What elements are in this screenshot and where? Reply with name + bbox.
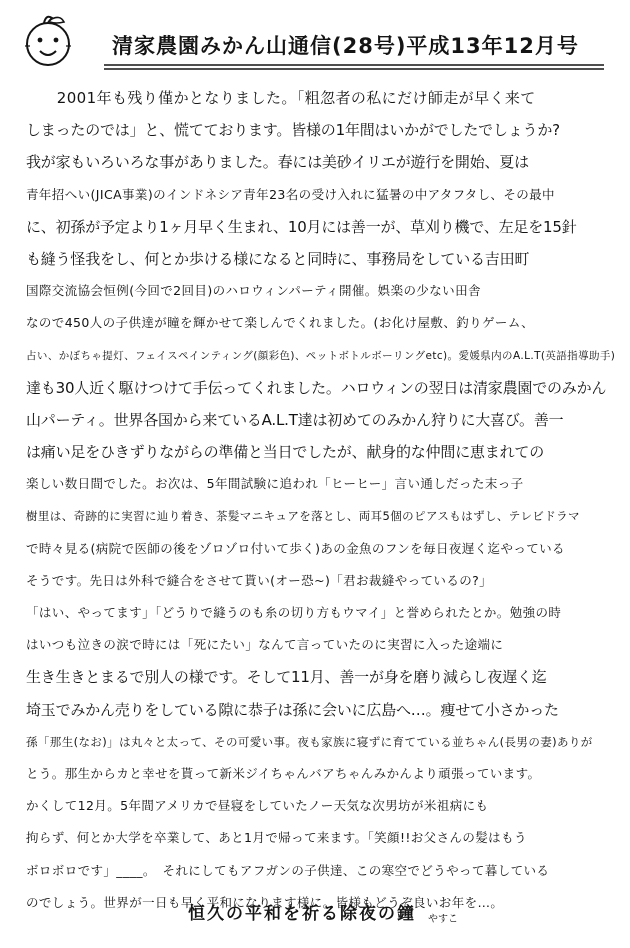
body-line: 2001年も残り僅かとなりました。「粗忽者の私にだけ師走が早く来て bbox=[26, 89, 536, 107]
body-line: なので450人の子供達が瞳を輝かせて楽しんでくれました。(お化け屋敷、釣りゲーム、 bbox=[26, 315, 535, 331]
body-line: に、初孫が予定より1ヶ月早く生まれ、10月には善一が、草刈り機で、左足を15針 bbox=[26, 217, 577, 236]
body-line: はいつも泣きの涙で時には「死にたい」なんて言っていたのに実習に入った途端に bbox=[26, 637, 504, 653]
body-line: ボロボロです」____。 それにしてもアフガンの子供達、この寒空でどうやって暮している bbox=[26, 862, 550, 878]
body-line: 占い、かぼちゃ提灯、フェイスペインティング(顔彩色)、ペットボトルボーリングetc)。愛媛県内のA.L.T(英語指導助手) bbox=[26, 349, 616, 362]
body-line: そうです。先日は外科で縫合をさせて貰い(オー恐~)「君お裁縫やっているの?」 bbox=[26, 572, 493, 588]
body-line: で時々見る(病院で医師の後をゾロゾロ付いて歩く)あの金魚のフンを毎日夜遅く迄やっている bbox=[26, 540, 565, 556]
body-line: 生き生きとまるで別人の様です。そして11月、善一が身を磨り減らし夜遅く迄 bbox=[26, 668, 547, 687]
signature: やすこ bbox=[428, 914, 458, 925]
mikan-face-icon bbox=[16, 10, 80, 70]
newsletter-title: 清家農園みかん山通信(28号)平成13年12月号 bbox=[112, 34, 579, 58]
body-line: かくして12月。5年間アメリカで昼寝をしていたノー天気な次男坊が米祖病にも bbox=[26, 798, 489, 814]
body-line: しまったのでは」と、慌てております。皆様の1年間はいかがでしたでしょうか? bbox=[26, 121, 560, 140]
body-line: 樹里は、奇跡的に実習に辿り着き、茶髪マニキュアを落とし、両耳5個のピアスもはずし、テレビドラマ bbox=[26, 509, 580, 524]
closing-line: 恒久の平和を祈る除夜の鐘 bbox=[188, 904, 416, 924]
body-line: 孫「那生(なお)」は丸々と太って、その可愛い事。夜も家族に寝ずに育てている並ちゃん(長男の妻)ありが bbox=[26, 734, 593, 749]
body-line: 達も30人近く駆けつけて手伝ってくれました。ハロウィンの翌日は清家農園でのみかん bbox=[26, 378, 607, 397]
body-line: 「はい、やってます」「どうりで縫うのも糸の切り方もウマイ」と誉められたとか。勉強の時 bbox=[26, 605, 562, 620]
body-line: 我が家もいろいろな事がありました。春には美砂イリエが遊行を開始、夏は bbox=[26, 153, 529, 172]
letter-body bbox=[26, 82, 616, 919]
title-underline bbox=[104, 62, 604, 72]
body-line: 楽しい数日間でした。お次は、5年間試験に追われ「ヒーヒー」言い通しだった末っ子 bbox=[26, 476, 524, 492]
body-line: とう。那生からカと幸せを貰って新米ジイちゃんバアちゃんみかんより頑張っています。 bbox=[26, 765, 541, 781]
body-line: 山パーティ。世界各国から来ているA.L.T達は初めてのみかん狩りに大喜び。善一 bbox=[26, 410, 564, 429]
body-line: 青年招へい(JICA事業)のインドネシア青年23名の受け入れに猛暑の中アタフタし、その最中 bbox=[26, 186, 555, 202]
body-line: 国際交流協会恒例(今回で2回目)のハロウィンパーティ開催。娯楽の少ない田舎 bbox=[26, 283, 481, 299]
body-line: のでしょう。世界が一日も早く平和になります様に。皆様もどうぞ良いお年を…。 bbox=[26, 894, 504, 910]
body-line: 埼玉でみかん売りをしている隙に恭子は孫に会いに広島へ…。痩せて小さかった bbox=[26, 700, 559, 719]
body-line: は痛い足をひきずりながらの準備と当日でしたが、献身的な仲間に恵まれての bbox=[26, 443, 545, 462]
body-line: も縫う怪我をし、何とか歩ける様になると同時に、事務局をしている吉田町 bbox=[26, 249, 530, 268]
body-line: 拘らず、何とか大学を卒業して、あと1月で帰って来ます。「笑顔!!お父さんの髪はもう bbox=[26, 830, 527, 846]
